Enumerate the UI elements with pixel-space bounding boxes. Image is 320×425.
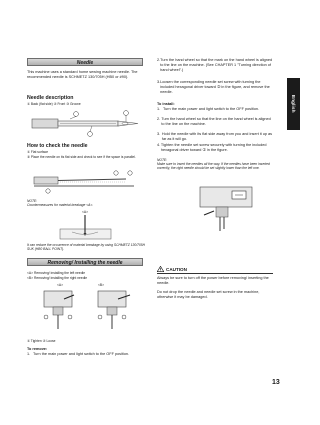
needle-intro: This machine uses a standard home sewing machine needle. The recommended needle is SCHMETZ 130/705H (HB0 or #90). [27,70,138,79]
removing-line-b: <B> Removing/ installing the right needle [27,276,88,280]
needle-heading: Needle [27,58,143,66]
language-tab: English [287,78,300,130]
needle-description-title: Needle description [27,95,74,101]
install-step-4: 4. Tighten the needle set screw securely with turning the included hexagonal driver toward ① in the figure. [157,143,267,152]
removing-label-b: <B> [98,283,105,287]
note-label: NOTE: [27,199,38,203]
caution-paragraph-1: Always be sure to turn off the power before removing/ inserting the needle. [157,276,269,285]
right-needle-figure [98,291,130,329]
check-legend-1: ① Flat surface [27,150,49,154]
removing-label-a: <A> [57,283,64,287]
remove-step-2: 2. Turn the hand wheel so that the mark on the hand wheel is aligned to the line on the machine. (See CHAPTER 1 "Turning direction of hand wheel".) [157,58,273,72]
caution-paragraph-2: Do not drop the needle and needle set screw in the machine, otherwise it may be damaged. [157,290,260,299]
install-needle-figure [196,185,256,233]
install-step-2: 2. Turn the hand wheel so that the line on the hand wheel is aligned to the line on the machine. [157,117,271,126]
to-install-title: To install: [157,102,175,106]
caution-divider [157,273,273,274]
removing-line-a: <A> Removing/ installing the left needle [27,271,86,275]
warning-icon [157,266,164,272]
material-breakage-figure [58,215,113,241]
page-number: 13 [272,379,280,386]
remove-step-3: 3. Loosen the corresponding needle set screw with turning the included hexagonal driver toward ② in the figure, and remove the needle. [157,80,270,94]
install-step-3: 3. Hold the needle with its flat side away from you and insert it up as far as it will go. [157,132,273,141]
needle-check-figure [30,165,142,195]
left-needle-figure [44,291,74,329]
needle-description-legend: ① Back (flat side) ② Front ③ Groove [27,102,81,106]
check-needle-title: How to check the needle [27,143,88,149]
caution-heading: CAUTION [157,266,187,272]
tighten-loose-legend: ① Tighten ② Loose [27,339,56,343]
install-note-text: Make sure to insert the needles all the way. If the needles have been inserted correctly, the right needle should be set slightly lower than the left one. [157,162,270,171]
reduce-text: It can reduce the occurrence of material breakage by using SCHMETZ 130/705H SUK (HB0 BALL POINT). [27,243,146,252]
remove-step-1: 1. Turn the main power and light switch to the OFF position. [27,352,130,356]
to-remove-title: To remove: [27,347,48,351]
removing-needle-figure [38,289,136,331]
needle-description-figure [30,108,142,140]
install-note-label: NOTE: [157,158,168,162]
install-step-1: 1. Turn the main power and light switch to the OFF position. [157,107,260,111]
removing-heading: Removing/ Installing the needle [27,258,143,266]
figure-label-a: <A> [82,210,89,214]
check-legend-2: ② Place the needle on its flat side and check to see if the space is parallel. [27,155,136,159]
note-text: Countermeasures for material breakage <A>. [27,203,94,207]
